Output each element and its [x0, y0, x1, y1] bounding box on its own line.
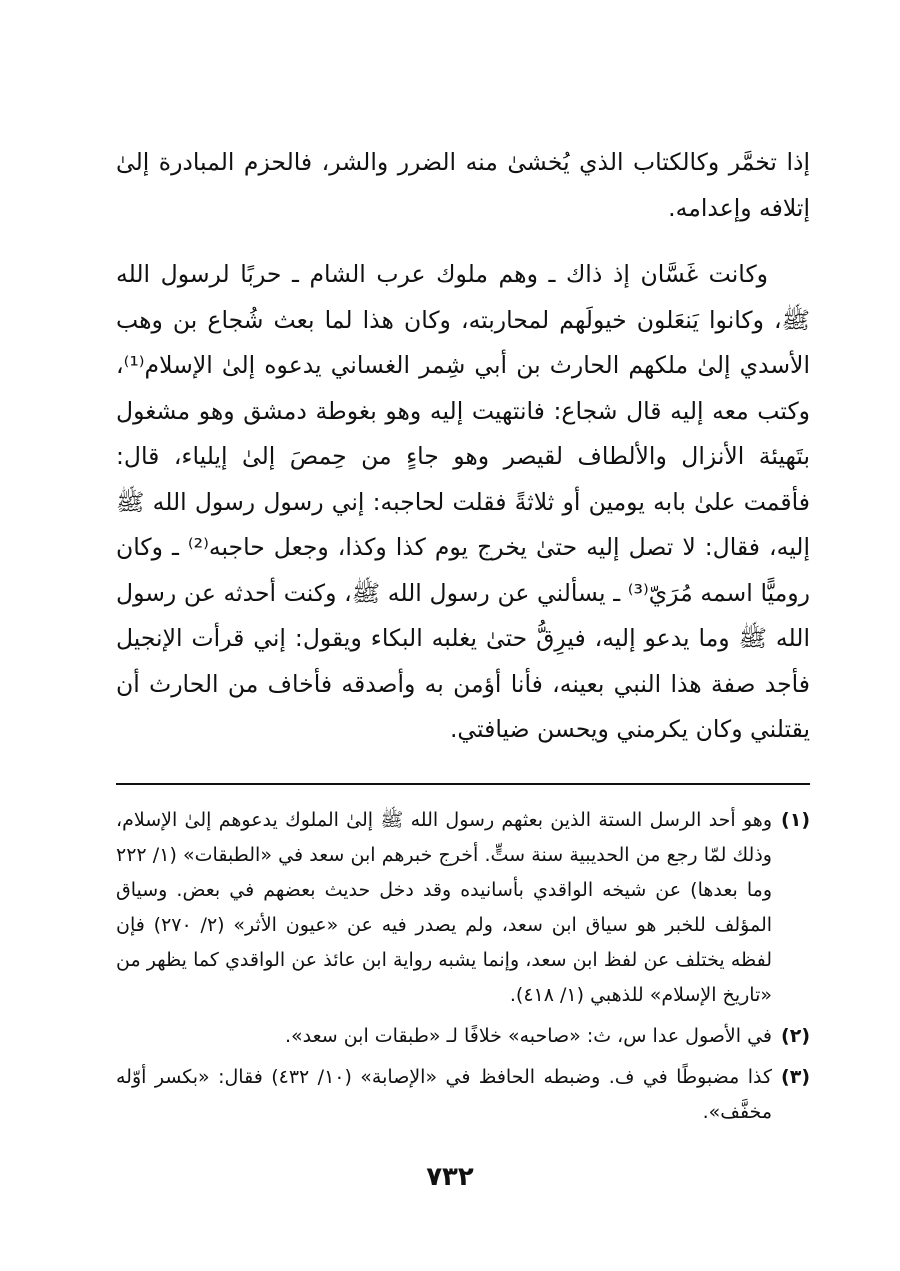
footnote-number: (١) — [781, 808, 810, 831]
footnote-text: كذا مضبوطًا في ف. وضبطه الحافظ في «الإصابة» (١٠/ ٤٣٢) فقال: «بكسر أوّله مخفَّف». — [116, 1065, 772, 1123]
main-text — [116, 140, 810, 753]
footnote-text: في الأصول عدا س، ث: «صاحبه» خلافًا لـ «طبقات ابن سعد». — [284, 1024, 772, 1047]
footnote-number: (٣) — [781, 1065, 810, 1088]
footnote-number: (٢) — [781, 1024, 810, 1047]
paragraph-1: إذا تخمَّر وكالكتاب الذي يُخشىٰ منه الضرر والشر، فالحزم المبادرة إلىٰ إتلافه وإعدامه. — [116, 148, 810, 222]
footnote-1 — [116, 803, 810, 1013]
page-number: ٧٣٢ — [426, 1162, 474, 1192]
footnote-divider — [116, 783, 810, 785]
page-content — [116, 140, 810, 1136]
footnote-3 — [116, 1060, 810, 1130]
paragraph-2: وكانت غَسَّان إذ ذاك ـ وهم ملوك عرب الشام ـ حربًا لرسول الله ﷺ، وكانوا يَنعَلون خيولَهم لمحاربته، وكان هذا لما بعث شُجاع بن وهب الأسدي إلىٰ ملكهم الحارث بن أبي شِمر الغساني يدعوه إلىٰ الإسلام⁽¹⁾، وكتب معه إليه قال شجاع: فانتهيت إليه وهو بغوطة دمشق وهو مشغول بتَهيئة الأنزال والألطاف لقيصر وهو جاءٍ من حِمصَ إلىٰ إيلياء، قال: فأقمت علىٰ بابه يومين أو ثلاثةً فقلت لحاجبه: إني رسول رسول الله ﷺ إليه، فقال: لا تصل إليه حتىٰ يخرج يوم كذا وكذا، وجعل حاجبه⁽²⁾ ـ وكان روميًّا اسمه مُرَيّ⁽³⁾ ـ يسألني عن رسول الله ﷺ، وكنت أحدثه عن رسول الله ﷺ وما يدعو إليه، فيرِقُّ حتىٰ يغلبه البكاء ويقول: إني قرأت الإنجيل فأجد صفة هذا النبي بعينه، فأنا أؤمن به وأصدقه فأخاف من الحارث أن يقتلني وكان يكرمني ويحسن ضيافتي. — [116, 260, 810, 743]
footnotes — [116, 803, 810, 1130]
footnote-text: وهو أحد الرسل الستة الذين بعثهم رسول الله ﷺ إلىٰ الملوك يدعوهم إلىٰ الإسلام، وذلك لمّا رجع من الحديبية سنة ستٍّ. أخرج خبرهم ابن سعد في «الطبقات» (١/ ٢٢٢ وما بعدها) عن شيخه الواقدي بأسانيده وقد دخل حديث بعضهم في بعض. وسياق المؤلف للخبر هو سياق ابن سعد، ولم يصدر فيه عن «عيون الأثر» (٢/ ٢٧٠) فإن لفظه يختلف عن لفظ ابن سعد، وإنما يشبه رواية ابن عائذ عن الواقدي كما يظهر من «تاريخ الإسلام» للذهبي (١/ ٤١٨). — [116, 808, 773, 1006]
footnote-2 — [116, 1019, 810, 1054]
